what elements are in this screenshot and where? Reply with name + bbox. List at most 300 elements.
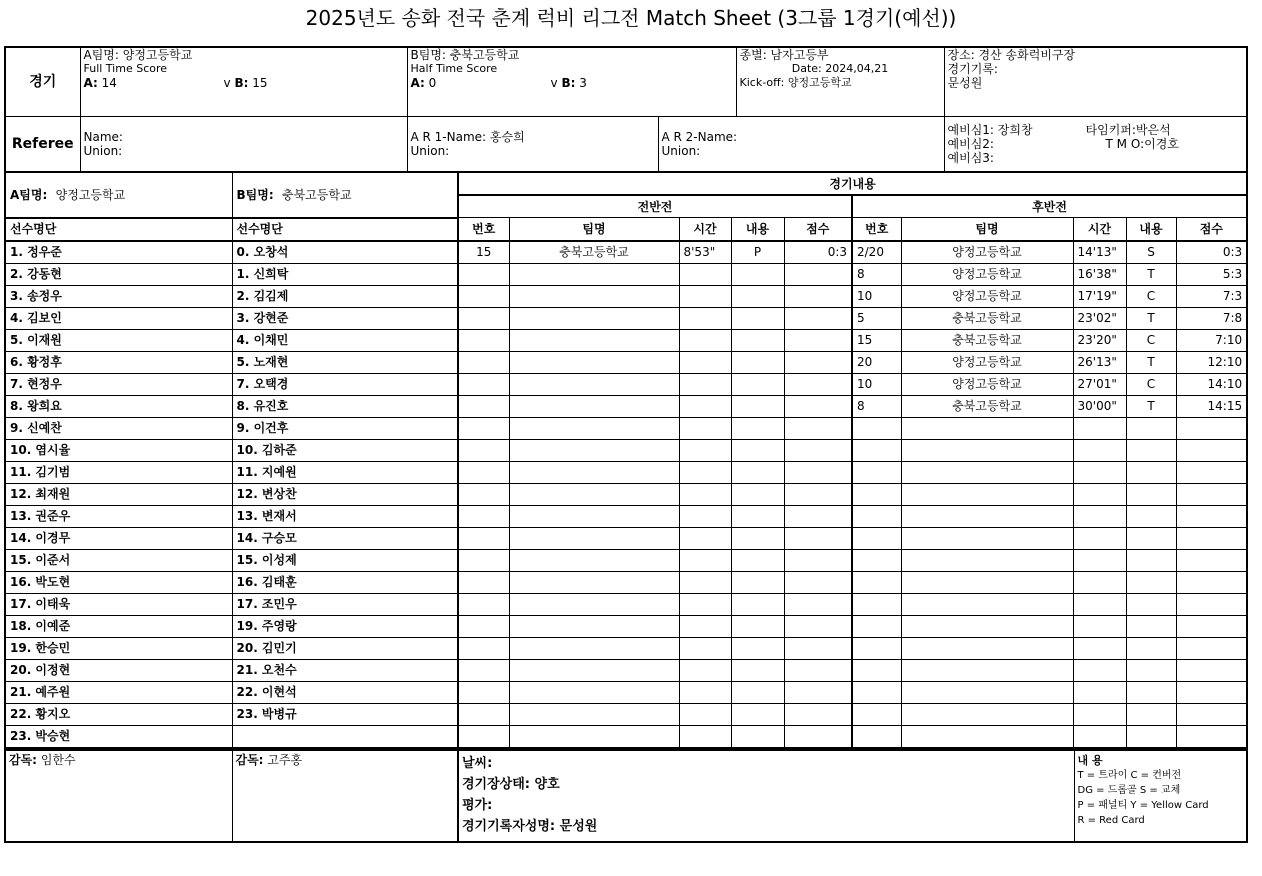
first-half-header: 전반전 [458, 195, 852, 218]
col-time-2: 시간 [1073, 218, 1126, 241]
player-b: 1. 신희탁 [232, 263, 458, 285]
player-a: 22. 황지오 [5, 703, 232, 725]
field-condition: 경기장상태: 양호 [462, 777, 560, 792]
player-a: 8. 왕희요 [5, 395, 232, 417]
event-score [784, 329, 852, 351]
player-b: 19. 주영랑 [232, 615, 458, 637]
table-row [5, 263, 1247, 285]
event-time: 27'01" [1073, 373, 1126, 395]
event-code: T [1126, 307, 1176, 329]
event-code [1126, 725, 1176, 748]
event-num: 8 [852, 395, 901, 417]
event-time [1073, 615, 1126, 637]
half-a-label: A: [410, 76, 425, 90]
event-score [1176, 527, 1247, 549]
event-team: 양정고등학교 [901, 241, 1073, 264]
player-b: 5. 노재현 [232, 351, 458, 373]
event-time [679, 417, 731, 439]
legend-line-1: T = 트라이 C = 컨버전 [1077, 770, 1182, 781]
table-row [5, 637, 1247, 659]
event-code [731, 725, 784, 748]
col-team-1: 팀명 [509, 218, 679, 241]
event-score [784, 615, 852, 637]
event-num: 5 [852, 307, 901, 329]
legend-title: 내 용 [1077, 754, 1103, 767]
weather: 날씨: [462, 756, 493, 771]
event-time [679, 703, 731, 725]
evaluation: 평가: [462, 798, 493, 813]
event-score [1176, 725, 1247, 748]
lineup-events-table [4, 171, 1248, 749]
event-num: 15 [852, 329, 901, 351]
half-b-label: B: [561, 76, 576, 90]
table-row [5, 615, 1247, 637]
table-row [5, 395, 1247, 417]
event-time: 14'13" [1073, 241, 1126, 264]
event-time [1073, 549, 1126, 571]
table-row [5, 549, 1247, 571]
table-row [5, 703, 1247, 725]
event-num [458, 285, 509, 307]
event-team [509, 681, 679, 703]
event-score [1176, 461, 1247, 483]
event-time [679, 439, 731, 461]
event-num [852, 615, 901, 637]
event-time [1073, 527, 1126, 549]
event-code [731, 329, 784, 351]
event-score: 5:3 [1176, 263, 1247, 285]
event-num [852, 483, 901, 505]
player-b: 11. 지예원 [232, 461, 458, 483]
table-row [5, 241, 1247, 264]
event-score [784, 461, 852, 483]
event-time [679, 461, 731, 483]
player-b: 2. 김김제 [232, 285, 458, 307]
table-row [5, 461, 1247, 483]
team-a-label: A팀명: [10, 187, 48, 202]
referee-name: Name: [83, 129, 123, 144]
event-code [1126, 571, 1176, 593]
team-b-score-cell [407, 47, 736, 116]
event-code [1126, 505, 1176, 527]
event-time [1073, 637, 1126, 659]
player-a: 4. 김보인 [5, 307, 232, 329]
event-team [509, 285, 679, 307]
event-score [784, 593, 852, 615]
event-num [458, 461, 509, 483]
legend-line-2: DG = 드롭골 S = 교체 [1077, 785, 1181, 796]
event-num [458, 659, 509, 681]
event-time [1073, 681, 1126, 703]
table-row [5, 571, 1247, 593]
match-label: 경기 [5, 47, 80, 116]
event-team [509, 725, 679, 748]
event-time [679, 263, 731, 285]
event-num [458, 571, 509, 593]
event-team [901, 593, 1073, 615]
event-team [509, 373, 679, 395]
event-team [901, 461, 1073, 483]
event-num [458, 483, 509, 505]
event-num [852, 725, 901, 748]
event-num [458, 417, 509, 439]
event-code [1126, 549, 1176, 571]
event-team [901, 703, 1073, 725]
event-num [458, 527, 509, 549]
event-num [458, 263, 509, 285]
event-team [509, 549, 679, 571]
event-code [1126, 417, 1176, 439]
event-score [1176, 549, 1247, 571]
table-row [5, 439, 1247, 461]
reserve-3: 예비심3: [947, 150, 994, 165]
player-b: 3. 강현준 [232, 307, 458, 329]
table-row [5, 285, 1247, 307]
table-row [5, 505, 1247, 527]
event-num: 10 [852, 285, 901, 307]
event-team: 양정고등학교 [901, 285, 1073, 307]
event-team: 양정고등학교 [901, 373, 1073, 395]
event-team [509, 637, 679, 659]
event-code: C [1126, 285, 1176, 307]
table-row [5, 725, 1247, 748]
event-code [731, 549, 784, 571]
event-code: S [1126, 241, 1176, 264]
event-time: 30'00" [1073, 395, 1126, 417]
event-time: 26'13" [1073, 351, 1126, 373]
match-info-table [4, 46, 1248, 173]
event-num: 10 [852, 373, 901, 395]
player-a: 15. 이준서 [5, 549, 232, 571]
event-score: 7:8 [1176, 307, 1247, 329]
event-score [784, 659, 852, 681]
timekeeper: 타임키퍼:박은석 [1085, 122, 1171, 137]
event-team: 충북고등학교 [901, 329, 1073, 351]
event-code [731, 395, 784, 417]
referee-union: Union: [83, 143, 123, 158]
event-score: 14:10 [1176, 373, 1247, 395]
event-num [852, 439, 901, 461]
event-score: 7:3 [1176, 285, 1247, 307]
event-team [509, 593, 679, 615]
event-team [509, 483, 679, 505]
player-a: 10. 염시율 [5, 439, 232, 461]
division: 종별: 남자고등부 [739, 48, 829, 62]
event-score [1176, 439, 1247, 461]
player-a: 20. 이정현 [5, 659, 232, 681]
table-row [5, 417, 1247, 439]
event-score: 7:10 [1176, 329, 1247, 351]
event-time [679, 285, 731, 307]
event-score [1176, 681, 1247, 703]
event-num [458, 593, 509, 615]
col-score-1: 점수 [784, 218, 852, 241]
event-team [509, 505, 679, 527]
tmo: T M O:이경호 [1105, 136, 1179, 151]
event-time [679, 571, 731, 593]
reserve-1: 예비심1: 장희창 [947, 122, 1033, 137]
event-team [901, 439, 1073, 461]
half-time-label: Half Time Score [410, 62, 498, 75]
col-num-1: 번호 [458, 218, 509, 241]
event-time: 23'02" [1073, 307, 1126, 329]
event-code [1126, 483, 1176, 505]
event-time [679, 307, 731, 329]
event-code [731, 571, 784, 593]
team-a-name: A팀명: 양정고등학교 [83, 48, 193, 62]
half-time-score [411, 76, 733, 90]
conditions-cell [458, 750, 1074, 842]
player-a: 1. 정우준 [5, 241, 232, 264]
table-row [5, 351, 1247, 373]
event-score: 0:3 [784, 241, 852, 264]
event-code [1126, 461, 1176, 483]
event-team [509, 439, 679, 461]
event-num: 8 [852, 263, 901, 285]
table-row [5, 329, 1247, 351]
half-v: v [550, 76, 558, 90]
full-b-score: 15 [252, 76, 268, 90]
event-team: 충북고등학교 [901, 395, 1073, 417]
ar2-cell [658, 116, 944, 172]
event-time [679, 725, 731, 748]
event-time: 8'53" [679, 241, 731, 264]
legend-line-4: R = Red Card [1077, 815, 1145, 826]
event-team [509, 307, 679, 329]
event-time [1073, 703, 1126, 725]
event-team [901, 505, 1073, 527]
event-score [784, 527, 852, 549]
table-row [5, 681, 1247, 703]
col-num-2: 번호 [852, 218, 901, 241]
event-team [901, 659, 1073, 681]
event-team [901, 725, 1073, 748]
event-score: 14:15 [1176, 395, 1247, 417]
player-b: 10. 김하준 [232, 439, 458, 461]
event-time [679, 549, 731, 571]
event-team [901, 681, 1073, 703]
event-num [458, 373, 509, 395]
player-b: 23. 박병규 [232, 703, 458, 725]
event-team [901, 417, 1073, 439]
event-num [852, 571, 901, 593]
event-score [784, 571, 852, 593]
event-score: 12:10 [1176, 351, 1247, 373]
event-num: 2/20 [852, 241, 901, 264]
legend-cell [1074, 750, 1247, 842]
event-score [784, 725, 852, 748]
player-b: 4. 이채민 [232, 329, 458, 351]
event-team [509, 263, 679, 285]
table-row [5, 527, 1247, 549]
event-num [852, 505, 901, 527]
event-num [458, 329, 509, 351]
event-num [852, 593, 901, 615]
event-team [901, 571, 1073, 593]
event-code [1126, 681, 1176, 703]
event-score [1176, 571, 1247, 593]
event-code [731, 637, 784, 659]
event-code [731, 593, 784, 615]
coach-b-label: 감독: [235, 753, 264, 767]
ar1-union: Union: [410, 143, 450, 158]
page-title: 2025년도 송화 전국 춘계 럭비 리그전 Match Sheet (3그룹 1경기(예선)) [305, 6, 957, 30]
team-a-score-cell [80, 47, 407, 116]
event-team: 충북고등학교 [509, 241, 679, 264]
event-time [1073, 571, 1126, 593]
event-num: 20 [852, 351, 901, 373]
coach-b: 고주홍 [267, 753, 303, 767]
ar2-union: Union: [661, 143, 701, 158]
event-num [458, 681, 509, 703]
event-time [1073, 505, 1126, 527]
event-team [901, 615, 1073, 637]
full-b-label: B: [234, 76, 249, 90]
event-code [731, 417, 784, 439]
event-team [509, 417, 679, 439]
table-row [5, 659, 1247, 681]
event-num [852, 637, 901, 659]
table-row [5, 307, 1247, 329]
event-code [1126, 527, 1176, 549]
event-num [458, 307, 509, 329]
event-num [458, 351, 509, 373]
event-time [679, 593, 731, 615]
player-a: 13. 권준우 [5, 505, 232, 527]
col-score-2: 점수 [1176, 218, 1247, 241]
event-score [1176, 483, 1247, 505]
event-code [731, 703, 784, 725]
event-team: 양정고등학교 [901, 263, 1073, 285]
event-team [509, 571, 679, 593]
event-score [1176, 417, 1247, 439]
event-team [901, 483, 1073, 505]
event-num [458, 549, 509, 571]
event-team [901, 527, 1073, 549]
player-a: 21. 예주원 [5, 681, 232, 703]
match-date: Date: 2024,04,21 [791, 62, 889, 75]
content-header: 경기내용 [458, 172, 1247, 195]
recorder: 문성원 [947, 76, 983, 90]
event-team: 양정고등학교 [901, 351, 1073, 373]
event-score [1176, 659, 1247, 681]
recorder-name: 경기기록자성명: 문성원 [462, 819, 598, 834]
event-time [679, 527, 731, 549]
event-time: 17'19" [1073, 285, 1126, 307]
event-code [731, 351, 784, 373]
event-code [731, 505, 784, 527]
team-b-value: 충북고등학교 [282, 187, 352, 202]
event-num [852, 703, 901, 725]
event-num: 15 [458, 241, 509, 264]
venue: 장소: 경산 송화럭비구장 [947, 48, 1076, 62]
event-score [784, 703, 852, 725]
referee-label: Referee [5, 116, 80, 172]
player-a: 9. 신예찬 [5, 417, 232, 439]
event-team [509, 461, 679, 483]
team-b-label: B팀명: [236, 187, 274, 202]
team-b-name: B팀명: 충북고등학교 [410, 48, 520, 62]
event-score: 0:3 [1176, 241, 1247, 264]
coach-a: 임한수 [40, 753, 76, 767]
player-b: 8. 유진호 [232, 395, 458, 417]
event-code [731, 659, 784, 681]
event-code [1126, 703, 1176, 725]
event-code [1126, 615, 1176, 637]
event-team [901, 549, 1073, 571]
event-code: C [1126, 329, 1176, 351]
full-time-label: Full Time Score [83, 62, 168, 75]
ar2-name: A R 2-Name: [661, 129, 738, 144]
event-time [679, 637, 731, 659]
player-a: 17. 이태욱 [5, 593, 232, 615]
event-score [784, 395, 852, 417]
table-row [5, 593, 1247, 615]
event-code: C [1126, 373, 1176, 395]
event-team [509, 659, 679, 681]
player-b: 0. 오창석 [232, 241, 458, 264]
col-code-1: 내용 [731, 218, 784, 241]
event-num [852, 549, 901, 571]
event-num [852, 681, 901, 703]
event-time [1073, 659, 1126, 681]
player-b: 13. 변재서 [232, 505, 458, 527]
team-a-value: 양정고등학교 [55, 187, 126, 202]
event-code [731, 461, 784, 483]
player-a: 14. 이경무 [5, 527, 232, 549]
event-time: 23'20" [1073, 329, 1126, 351]
second-half-header: 후반전 [852, 195, 1247, 218]
event-team [509, 395, 679, 417]
event-team: 충북고등학교 [901, 307, 1073, 329]
event-time [1073, 417, 1126, 439]
event-code [1126, 593, 1176, 615]
player-b: 9. 이건후 [232, 417, 458, 439]
event-score [784, 549, 852, 571]
event-num [458, 703, 509, 725]
event-team [509, 527, 679, 549]
col-code-2: 내용 [1126, 218, 1176, 241]
kickoff: Kick-off: 양정고등학교 [739, 76, 852, 89]
coach-b-cell [232, 750, 458, 842]
event-score [784, 373, 852, 395]
player-b: 17. 조민우 [232, 593, 458, 615]
event-num [852, 659, 901, 681]
event-time [679, 329, 731, 351]
event-time [679, 505, 731, 527]
player-a: 11. 김기범 [5, 461, 232, 483]
referee-cell [80, 116, 407, 172]
event-num [458, 439, 509, 461]
table-row [5, 483, 1247, 505]
event-score [784, 681, 852, 703]
player-b: 12. 변상찬 [232, 483, 458, 505]
event-time [1073, 725, 1126, 748]
event-num [852, 527, 901, 549]
coach-a-label: 감독: [9, 753, 37, 767]
venue-cell [944, 47, 1247, 116]
player-b: 7. 오택경 [232, 373, 458, 395]
event-code [731, 439, 784, 461]
reserve-2: 예비심2: [947, 136, 994, 151]
officials-cell [944, 116, 1247, 172]
full-v: v [223, 76, 231, 90]
recorder-label: 경기기록: [947, 62, 998, 76]
event-code [731, 527, 784, 549]
table-row [5, 373, 1247, 395]
event-code: T [1126, 351, 1176, 373]
event-num [458, 637, 509, 659]
